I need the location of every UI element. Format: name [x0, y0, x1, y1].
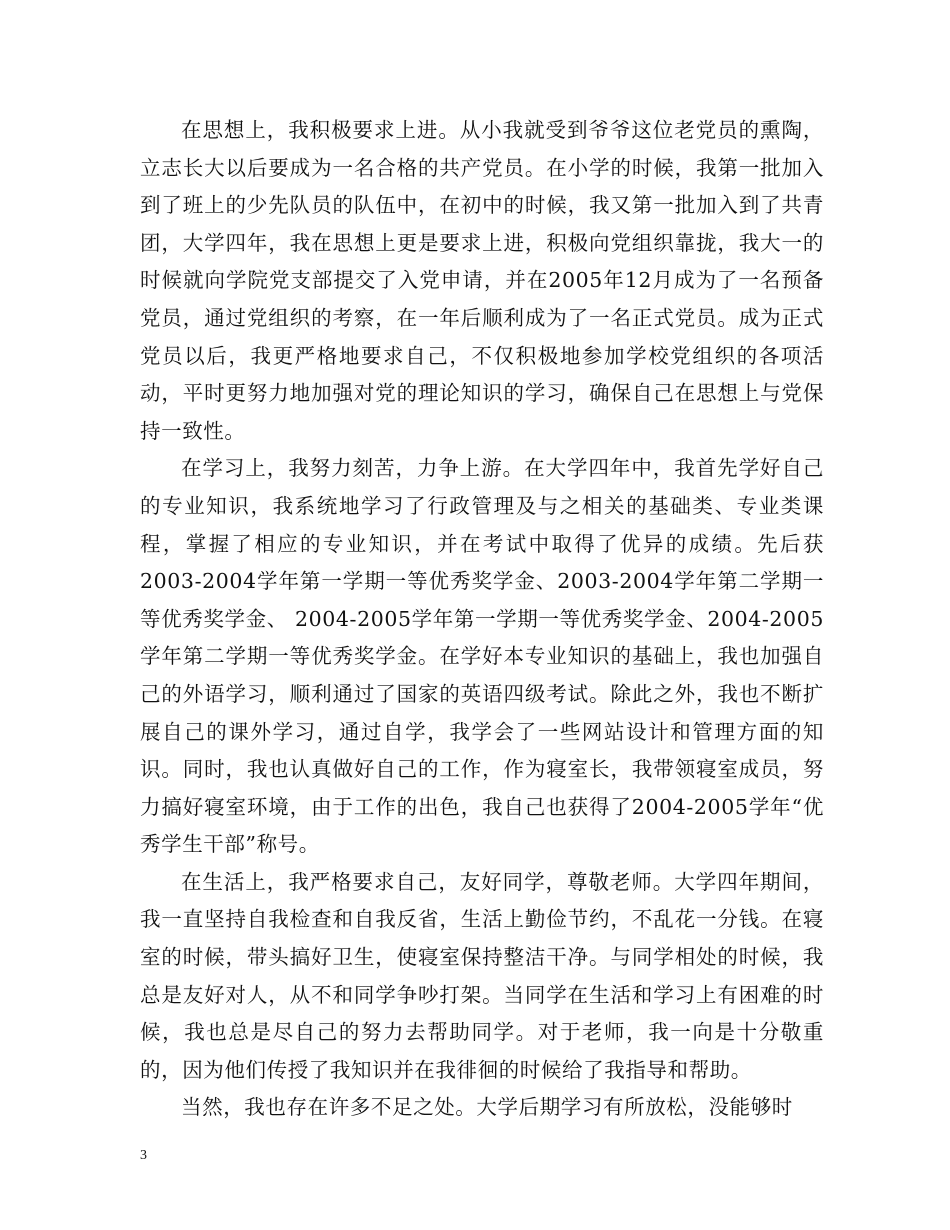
paragraph-shortcomings: 当然，我也存在许多不足之处。大学后期学习有所放松，没能够时: [181, 1095, 793, 1120]
paragraph-ideology: 在思想上，我积极要求上进。从小我就受到爷爷这位老党员的熏陶，立志长大以后要成为一名合格的共产党员。在小学的时候，我第一批加入到了班上的少先队员的队伍中，在初中的时候，我又第一批加入到了共青团，大学四年，我在思想上更是要求上进，积极向党组织靠拢，我大一的时候就向学院党支部提交了入党申请，并在2005年12月成为了一名预备党员，通过党组织的考察，在一年后顺利成为了一名正式党员。成为正式党员以后，我更严格地要求自己，不仅积极地参加学校党组织的各项活动，平时更努力地加强对党的理论知识的学习，确保自己在思想上与党保持一致性。: [140, 118, 824, 443]
body-text: [140, 112, 824, 1127]
paragraph-study: 在学习上，我努力刻苦，力争上游。在大学四年中，我首先学好自己的专业知识，我系统地学习了行政管理及与之相关的基础类、专业类课程，掌握了相应的专业知识，并在考试中取得了优异的成绩。先后获2003-2004学年第一学期一等优秀奖学金、2003-2004学年第二学期一等优秀奖学金、 2004-2005学年第一学期一等优秀奖学金、2004-2005学年第二学期一等优秀奖学金。在学好本专业知识的基础上，我也加强自己的外语学习，顺利通过了国家的英语四级考试。除此之外，我也不断扩展自己的课外学习，通过自学，我学会了一些网站设计和管理方面的知识。同时，我也认真做好自己的工作，作为寝室长，我带领寝室成员，努力搞好寝室环境，由于工作的出色，我自己也获得了2004-2005学年“优秀学生干部”称号。: [140, 456, 824, 857]
paragraph-life: 在生活上，我严格要求自己，友好同学，尊敬老师。大学四年期间，我一直坚持自我检查和自我反省，生活上勤俭节约，不乱花一分钱。在寝室的时候，带头搞好卫生，使寝室保持整洁干净。与同学相处的时候，我总是友好对人，从不和同学争吵打架。当同学在生活和学习上有困难的时候，我也总是尽自己的努力去帮助同学。对于老师，我一向是十分敬重的，因为他们传授了我知识并在我徘徊的时候给了我指导和帮助。: [140, 869, 824, 1082]
page-number: 3: [140, 1148, 147, 1163]
